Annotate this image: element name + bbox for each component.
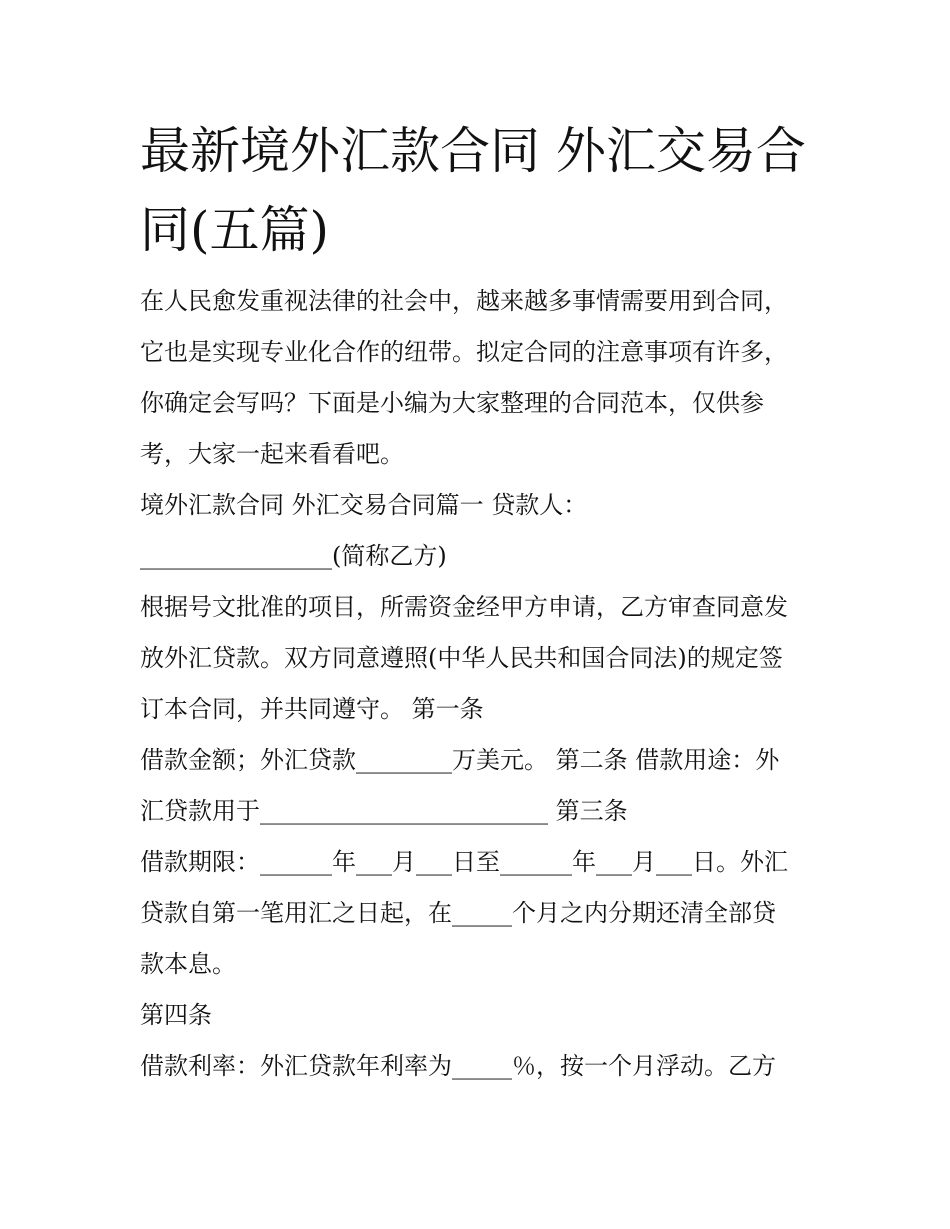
body-line-4: 考，大家一起来看看吧。 [140,440,404,468]
body-line-15: 第四条 [140,1001,212,1029]
body-line-3: 你确定会写吗？下面是小编为大家整理的合同范本，仅供参 [140,389,764,417]
body-line-13: 贷款自第一笔用汇之日起，在_____个月之内分期还清全部贷 [140,899,776,927]
document-title [140,112,820,270]
title-line-2: 同(五篇) [140,201,330,259]
body-line-6: ________________(简称乙方) [140,542,447,570]
body-line-7: 根据号文批准的项目，所需资金经甲方申请，乙方审查同意发 [140,593,788,621]
body-line-14: 款本息。 [140,950,236,978]
body-line-12: 借款期限：______年___月___日至______年___月___日。外汇 [140,848,788,876]
body-line-5: 境外汇款合同 外汇交易合同篇一 贷款人： [140,491,588,519]
title-line-1: 最新境外汇款合同 外汇交易合 [140,122,806,180]
body-line-11: 汇贷款用于________________________ 第三条 [140,797,628,825]
body-line-1: 在人民愈发重视法律的社会中，越来越多事情需要用到合同， [140,287,788,315]
body-line-10: 借款金额；外汇贷款________万美元。 第二条 借款用途：外 [140,746,780,774]
body-line-16: 借款利率：外汇贷款年利率为_____％，按一个月浮动。乙方 [140,1052,776,1080]
body-line-9: 订本合同，并共同遵守。 第一条 [140,695,484,723]
body-line-8: 放外汇贷款。双方同意遵照(中华人民共和国合同法)的规定签 [140,644,783,672]
body-line-2: 它也是实现专业化合作的纽带。拟定合同的注意事项有许多， [140,338,788,366]
